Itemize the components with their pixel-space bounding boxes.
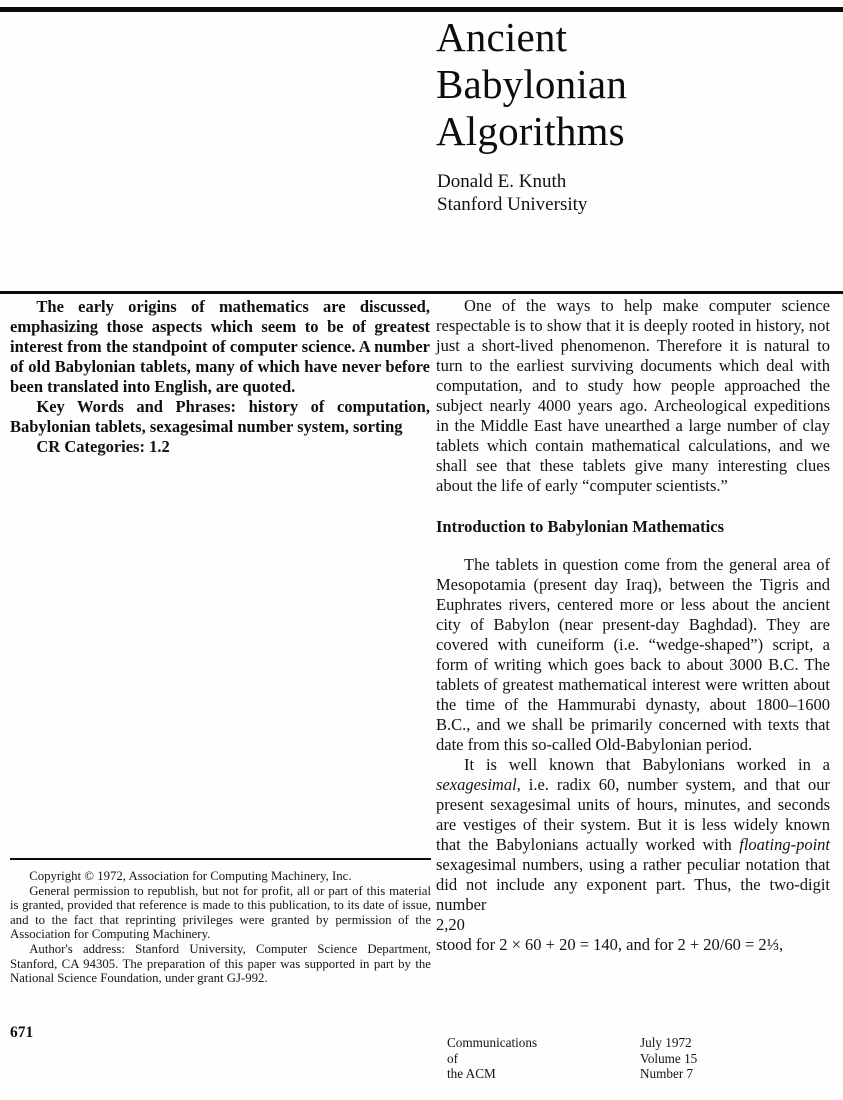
author-address-paragraph: Author's address: Stanford University, Computer Science Department, Stanford, CA 94305. The preparation of this paper was supported in part by the National Science Foundation, under grant GJ-992.: [10, 941, 431, 986]
abstract: [10, 297, 430, 457]
intro-paragraph: One of the ways to help make computer science respectable is to show that it is deeply rooted in history, not just a short-lived phenomenon. Therefore it is natural to turn to the earliest surviving documents which deal with computation, and to study how people approached the subject nearly 4000 years ago. Archeological expeditions in the Middle East have unearthed a large number of clay tablets which contain mathematical calculations, and we shall see that these tablets give many interesting clues about the life of early “computer scientists.”: [436, 296, 830, 495]
footnote-rule: [10, 858, 431, 860]
para3-seg0: It is well known that Babylonians worked in a: [464, 755, 830, 774]
title-line-1: Ancient: [436, 14, 568, 60]
journal-name-line-2: of: [447, 1050, 458, 1066]
para3-seg4: sexagesimal numbers, using a rather peculiar notation that did not include any exponent part. Thus, the two-digit number: [436, 855, 830, 914]
journal-issue: [640, 1035, 830, 1082]
journal-name-line-1: Communications: [447, 1035, 538, 1050]
body-paragraph-sexagesimal: [436, 755, 830, 915]
journal-issue-date: July 1972: [640, 1035, 692, 1050]
keywords-paragraph: Key Words and Phrases: history of computation, Babylonian tablets, sexagesimal number system, sorting: [10, 397, 430, 436]
body-paragraph-tablets: The tablets in question come from the general area of Mesopotamia (present day Iraq), between the Tigris and Euphrates rivers, centered more or less about the ancient city of Babylon (near present-day Baghdad). They are covered with cuneiform (i.e. “wedge-shaped”) script, a form of writing which goes back to about 3000 B.C. The tablets of greatest mathematical interest were written about the time of the Hammurabi dynasty, about 1800–1600 B.C., and we shall be primarily concerned with texts that date from this so-called Old-Babylonian period.: [436, 555, 830, 754]
abstract-paragraph: The early origins of mathematics are discussed, emphasizing those aspects which seem to be of greatest interest from the standpoint of computer science. A number of old Babylonian tablets, many of which have never before been translated into English, are quoted.: [10, 297, 430, 396]
cr-categories: CR Categories: 1.2: [36, 437, 170, 456]
para3-italic-floating-point: floating-point: [739, 835, 830, 854]
footnote: [10, 869, 431, 986]
copyright-line: Copyright © 1972, Association for Computing Machinery, Inc.: [29, 869, 352, 883]
section-heading: Introduction to Babylonian Mathematics: [436, 517, 725, 536]
journal-name: [447, 1035, 640, 1082]
title-line-3: Algorithms: [436, 108, 625, 154]
page-number: 671: [10, 1024, 34, 1041]
footnote-block: [10, 858, 431, 986]
journal-footer: [447, 1035, 830, 1082]
para3-italic-sexagesimal: sexagesimal: [436, 775, 517, 794]
journal-name-line-3: the ACM: [447, 1066, 496, 1082]
equation-result-paragraph: stood for 2 × 60 + 20 = 140, and for 2 + 20/60 = 2⅓,: [436, 935, 784, 954]
journal-issue-number: Number 7: [640, 1066, 694, 1082]
author-affiliation: Stanford University: [437, 194, 588, 215]
byline: [437, 170, 827, 216]
left-column: [10, 297, 430, 457]
permission-paragraph: General permission to republish, but not for profit, all or part of this material is granted, provided that reference is made to this publication, to its date of issue, and to the fact that reprinting privileges were granted by permission of the Association for Computing Machinery.: [10, 883, 431, 942]
para3-seg2: , i.e. radix 60, number system, and that our present sexagesimal units of hours, minutes, and seconds are vestiges of their system. But it is less widely known that the Babylonians actually worked with: [436, 775, 830, 854]
header-divider-rule: [0, 291, 843, 294]
author-name: Donald E. Knuth: [437, 171, 567, 192]
paper-title: [436, 14, 836, 155]
journal-issue-volume: Volume 15: [640, 1050, 698, 1066]
main-column: [436, 296, 830, 955]
display-number: 2,20: [436, 915, 465, 934]
title-line-2: Babylonian: [436, 61, 628, 107]
top-rule: [0, 7, 843, 12]
